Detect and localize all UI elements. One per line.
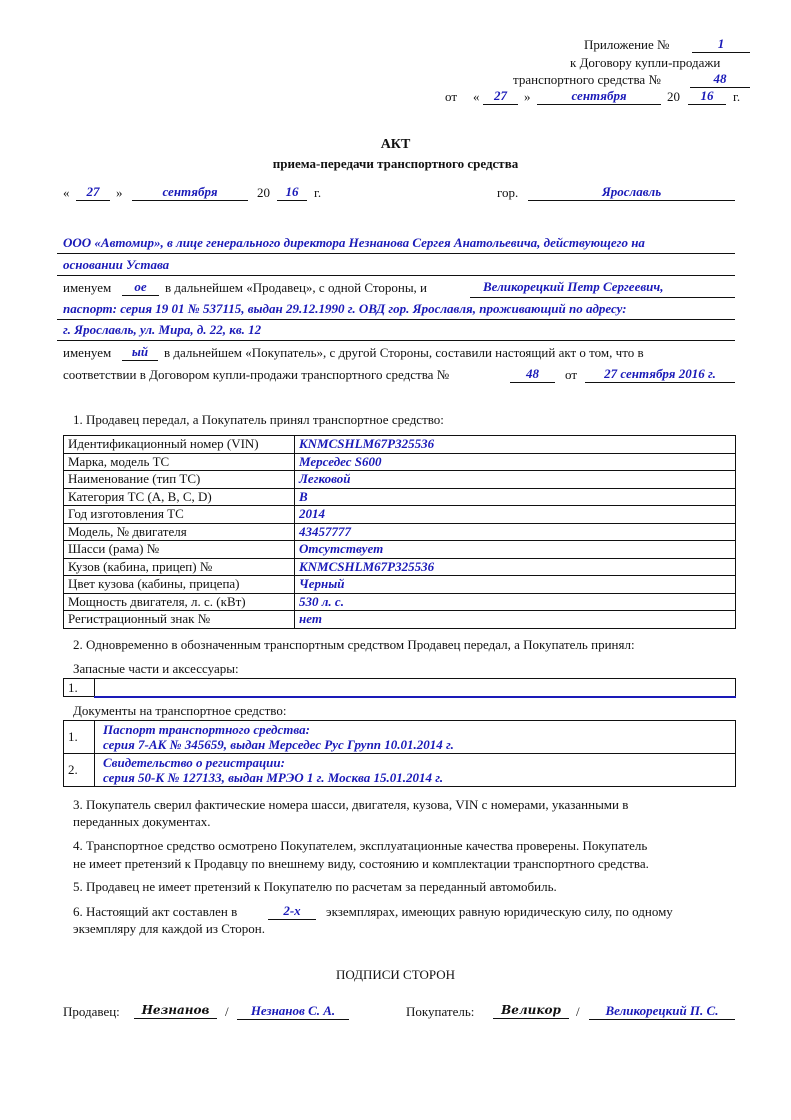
vehicle-field-value: нет	[295, 611, 736, 629]
header-year: 16	[688, 88, 726, 105]
paragraph-4-line-1: 4. Транспортное средство осмотрено Покупателем, эксплуатационные качества проверены. Покупатель	[73, 838, 648, 853]
vehicle-field-label: Цвет кузова (кабины, прицепа)	[64, 576, 295, 594]
document-number: 1.	[64, 721, 95, 754]
vehicle-row	[64, 611, 736, 629]
seller-slash: /	[225, 1004, 229, 1019]
header-day: 27	[483, 88, 518, 105]
buyer-signature: Великор	[493, 1002, 569, 1019]
vehicle-row	[64, 523, 736, 541]
vehicle-field-value: B	[295, 488, 736, 506]
date-day: 27	[76, 184, 110, 201]
header-quote-close: »	[524, 89, 531, 104]
paragraph-6-copies: 2-х	[268, 903, 316, 920]
document-title: Свидетельство о регистрации:	[103, 755, 285, 770]
vehicle-row	[64, 541, 736, 559]
seller-line-1: ООО «Автомир», в лице генерального директора Незнанова Сергея Анатольевича, действующего на	[63, 235, 645, 250]
contract-number: 48	[690, 71, 750, 88]
vehicle-field-label: Категория ТС (A, B, C, D)	[64, 488, 295, 506]
spare-part-row	[64, 679, 736, 697]
vehicle-field-value: Отсутствует	[295, 541, 736, 559]
documents-table	[63, 720, 736, 787]
named-buyer-suffix: ый	[122, 344, 158, 361]
document-row	[64, 721, 736, 754]
vehicle-field-value: KNMCSHLM67P325536	[295, 436, 736, 454]
seller-underline-2	[57, 275, 735, 276]
annex-number: 1	[692, 36, 750, 53]
named-buyer-text: в дальнейшем «Покупатель», с другой Стороны, составили настоящий акт о том, что в	[164, 345, 644, 360]
contract-line: к Договору купли-продажи	[570, 55, 721, 70]
header-quote-open: «	[473, 89, 480, 104]
header-year-prefix: 20	[667, 89, 680, 104]
document-row	[64, 754, 736, 787]
city-value: Ярославль	[528, 184, 735, 201]
header-from: от	[445, 89, 458, 104]
section-1-heading: 1. Продавец передал, а Покупатель принял транспортное средство:	[73, 412, 444, 427]
document-cell	[95, 721, 736, 754]
vehicle-field-label: Кузов (кабина, прицеп) №	[64, 558, 295, 576]
vehicle-field-label: Модель, № двигателя	[64, 523, 295, 541]
spare-parts-table	[63, 678, 736, 698]
vehicle-line: транспортного средства №	[513, 72, 661, 87]
vehicle-row	[64, 593, 736, 611]
buyer-line-1: Великорецкий Петр Сергеевич,	[483, 279, 664, 294]
document-title: Паспорт транспортного средства:	[103, 722, 310, 737]
seller-underline-1	[57, 253, 735, 254]
vehicle-row	[64, 576, 736, 594]
seller-sign-name: Незнанов С. А.	[237, 1003, 349, 1020]
document-details: серия 50-К № 127133, выдан МРЭО 1 г. Москва 15.01.2014 г.	[103, 770, 444, 785]
signatures-heading: ПОДПИСИ СТОРОН	[335, 967, 456, 982]
vehicle-field-label: Регистрационный знак №	[64, 611, 295, 629]
named-seller-text: в дальнейшем «Продавец», с одной Стороны, и	[165, 280, 428, 295]
vehicle-field-value: Мерседес S600	[295, 453, 736, 471]
accord-date: 27 сентября 2016 г.	[585, 366, 735, 383]
date-year: 16	[277, 184, 307, 201]
act-title: АКТ	[380, 137, 411, 152]
vehicle-field-value: 530 л. с.	[295, 593, 736, 611]
date-quote-close: »	[116, 185, 123, 200]
accord-number: 48	[510, 366, 555, 383]
buyer-line-2: паспорт: серия 19 01 № 537115, выдан 29.12.1990 г. ОВД гор. Ярославля, проживающий по адресу:	[63, 301, 627, 316]
date-year-suffix: г.	[314, 185, 322, 200]
paragraph-4-line-2: не имеет претензий к Продавцу по внешнему виду, состоянию и комплектации транспортного средства.	[73, 856, 649, 871]
accord-text: соответствии в Договором купли-продажи транспортного средства №	[63, 367, 450, 382]
vehicle-field-label: Идентификационный номер (VIN)	[64, 436, 295, 454]
documents-label: Документы на транспортное средство:	[73, 703, 287, 718]
named-seller-prefix: именуем	[63, 280, 112, 295]
date-year-prefix: 20	[257, 185, 270, 200]
date-month: сентября	[132, 184, 248, 201]
buyer-underline-3	[57, 340, 735, 341]
section-2-heading: 2. Одновременно в обозначенным транспортным средством Продавец передал, а Покупатель принял:	[73, 637, 635, 652]
vehicle-field-value: KNMCSHLM67P325536	[295, 558, 736, 576]
named-seller-suffix: ое	[122, 279, 159, 296]
paragraph-3-line-1: 3. Покупатель сверил фактические номера шасси, двигателя, кузова, VIN с номерами, указанными в	[73, 797, 629, 812]
vehicle-field-value: Легковой	[295, 471, 736, 489]
vehicle-row	[64, 506, 736, 524]
paragraph-6-start: 6. Настоящий акт составлен в	[73, 904, 238, 919]
vehicle-table	[63, 435, 736, 629]
vehicle-row	[64, 558, 736, 576]
vehicle-field-value: 43457777	[295, 523, 736, 541]
named-buyer-prefix: именуем	[63, 345, 112, 360]
document-cell	[95, 754, 736, 787]
vehicle-row	[64, 436, 736, 454]
buyer-sign-name: Великорецкий П. С.	[589, 1003, 735, 1020]
accord-from: от	[565, 367, 578, 382]
spare-parts-label: Запасные части и аксессуары:	[73, 661, 239, 676]
vehicle-field-value: Черный	[295, 576, 736, 594]
vehicle-field-label: Мощность двигателя, л. с. (кВт)	[64, 593, 295, 611]
buyer-underline-1	[470, 297, 735, 298]
paragraph-5: 5. Продавец не имеет претензий к Покупателю по расчетам за переданный автомобиль.	[73, 879, 557, 894]
buyer-underline-2	[57, 319, 735, 320]
vehicle-field-label: Год изготовления ТС	[64, 506, 295, 524]
header-month: сентября	[537, 88, 661, 105]
seller-line-2: основании Устава	[63, 257, 170, 272]
vehicle-row	[64, 488, 736, 506]
buyer-sign-label: Покупатель:	[406, 1004, 475, 1019]
vehicle-field-label: Шасси (рама) №	[64, 541, 295, 559]
vehicle-field-value: 2014	[295, 506, 736, 524]
vehicle-row	[64, 453, 736, 471]
paragraph-6-end: экземплярах, имеющих равную юридическую силу, по одному	[326, 904, 673, 919]
seller-signature: Незнанов	[134, 1002, 217, 1019]
document-details: серия 7-АК № 345659, выдан Мерседес Рус Групп 10.01.2014 г.	[103, 737, 454, 752]
buyer-slash: /	[576, 1004, 580, 1019]
vehicle-field-label: Наименование (тип ТС)	[64, 471, 295, 489]
spare-part-value	[95, 679, 736, 697]
date-quote-open: «	[63, 185, 70, 200]
buyer-line-3: г. Ярославль, ул. Мира, д. 22, кв. 12	[63, 322, 262, 337]
seller-sign-label: Продавец:	[63, 1004, 120, 1019]
paragraph-3-line-2: переданных документах.	[73, 814, 211, 829]
paragraph-6-line-2: экземпляру для каждой из Сторон.	[73, 921, 265, 936]
spare-part-number: 1.	[64, 679, 95, 697]
act-subtitle: приема-передачи транспортного средства	[272, 156, 519, 171]
annex-label: Приложение №	[584, 37, 670, 52]
vehicle-field-label: Марка, модель ТС	[64, 453, 295, 471]
header-year-suffix: г.	[733, 89, 741, 104]
document-number: 2.	[64, 754, 95, 787]
vehicle-row	[64, 471, 736, 489]
city-label: гор.	[497, 185, 519, 200]
